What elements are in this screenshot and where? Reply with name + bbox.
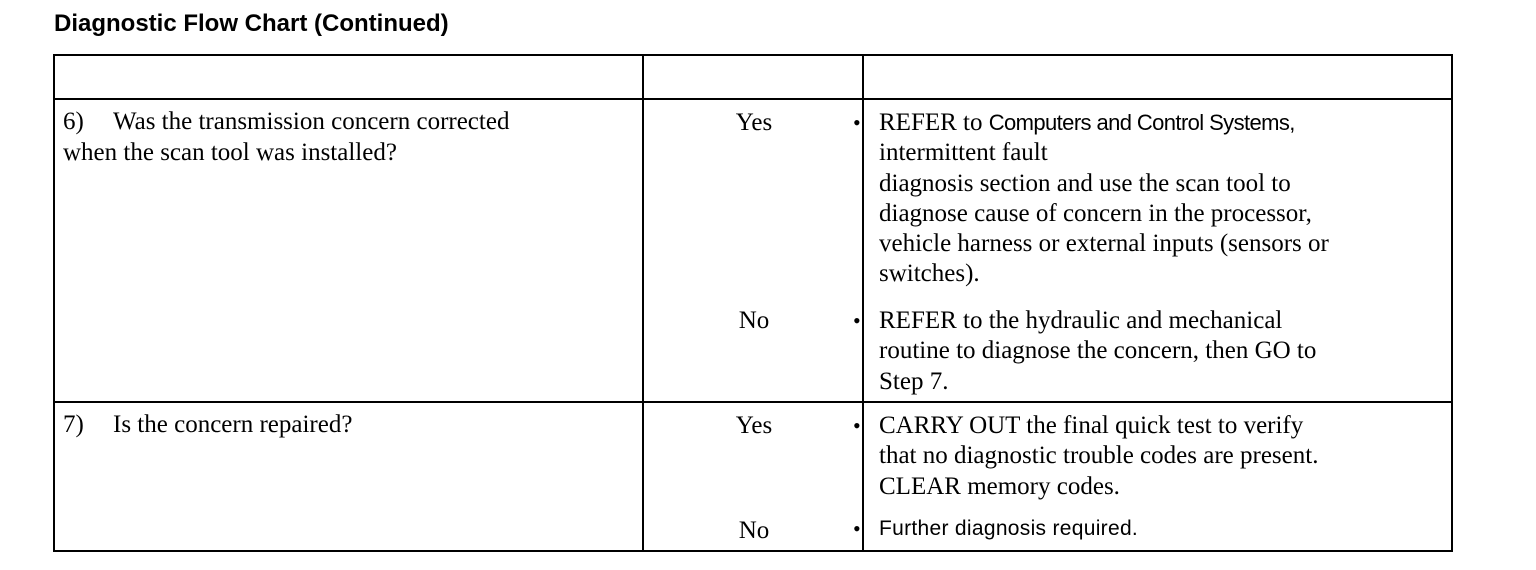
step-6-no-action: [853, 306, 1317, 397]
step-7-no-line-1: Further diagnosis required.: [879, 517, 1139, 540]
step-6-yes-line-1: intermittent fault: [879, 139, 1048, 167]
step-6-no-line-1: REFER to the hydraulic and mechanical: [879, 307, 1283, 334]
step-6-yes-label: Yes: [735, 109, 773, 136]
step-7-number: 7): [63, 411, 84, 438]
bullet-icon: •: [853, 413, 861, 438]
page-title: Diagnostic Flow Chart (Continued): [54, 10, 449, 37]
header-cell-result: [644, 56, 862, 98]
diagnostic-flow-table: [53, 54, 1453, 552]
step-7-question: [63, 410, 352, 441]
header-cell-action: [864, 56, 1453, 98]
step-7-yes-line-2: that no diagnostic trouble codes are present.: [879, 442, 1319, 470]
step-6-number: 6): [63, 108, 84, 135]
step-7-yes-label: Yes: [735, 412, 773, 439]
step-6-yes-line-4: vehicle harness or external inputs (sensors or: [879, 230, 1329, 258]
step-6-question: [63, 107, 509, 168]
bullet-icon: •: [853, 308, 861, 333]
bullet-icon: •: [853, 110, 861, 135]
step-6-yes-line-5: switches).: [879, 260, 980, 288]
step-7-no-action: [853, 514, 1139, 544]
step-6-yes-line-3: diagnose cause of concern in the processor,: [879, 199, 1312, 227]
bullet-icon: •: [853, 516, 861, 541]
step-6-no-line-3: Step 7.: [879, 367, 949, 395]
step-7-no-label: No: [738, 517, 770, 544]
step-7-yes-line-1: CARRY OUT the final quick test to verify: [879, 412, 1304, 439]
step-7-yes-action: [853, 411, 1319, 502]
step-6-yes-action: [853, 108, 1329, 290]
computers-control-systems-link[interactable]: Computers and Control Systems,: [988, 110, 1295, 135]
step-6-yes-line-2: diagnosis section and use the scan tool to: [879, 169, 1291, 197]
step-6-no-label: No: [738, 307, 770, 334]
step-6-question-line-1: Was the transmission concern corrected: [113, 108, 510, 135]
step-row-divider: [55, 401, 1451, 403]
header-cell-condition: [55, 56, 642, 98]
step-7-question-line-1: Is the concern repaired?: [113, 411, 353, 438]
step-6-yes-refer-prefix: REFER to: [879, 109, 983, 136]
step-6-question-line-2: when the scan tool was installed?: [63, 138, 397, 166]
header-row-divider: [55, 98, 1451, 100]
step-7-yes-line-3: CLEAR memory codes.: [879, 472, 1120, 500]
step-6-no-line-2: routine to diagnose the concern, then GO to: [879, 337, 1317, 365]
